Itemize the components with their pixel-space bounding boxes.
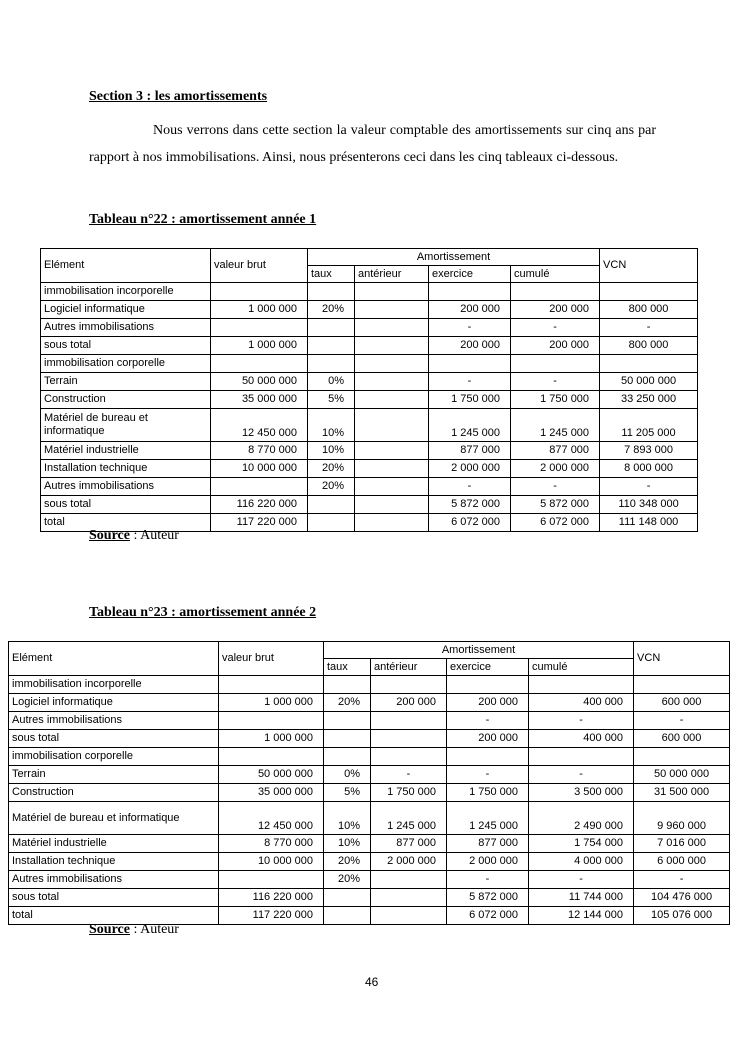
cell-anterieur	[355, 373, 429, 391]
cell-cumule: 2 000 000	[511, 460, 600, 478]
header-valeur-brut: valeur brut	[211, 249, 308, 283]
cell-vcn: -	[600, 319, 698, 337]
cell-vcn: -	[600, 478, 698, 496]
cell-element: Construction	[41, 391, 211, 409]
cell-element: sous total	[9, 889, 219, 907]
cell-element: immobilisation incorporelle	[9, 676, 219, 694]
cell-valeur-brut: 35 000 000	[219, 784, 324, 802]
cell-valeur-brut	[211, 283, 308, 301]
cell-anterieur	[355, 301, 429, 319]
cell-element: sous total	[41, 337, 211, 355]
cell-valeur-brut	[211, 478, 308, 496]
cell-cumule: 12 144 000	[529, 907, 634, 925]
cell-anterieur: 1 245 000	[371, 802, 447, 835]
cell-cumule: 5 872 000	[511, 496, 600, 514]
cell-exercice: 1 750 000	[429, 391, 511, 409]
cell-valeur-brut	[219, 712, 324, 730]
cell-taux: 0%	[324, 766, 371, 784]
table-row	[41, 319, 698, 337]
cell-cumule: 877 000	[511, 442, 600, 460]
cell-cumule: 200 000	[511, 301, 600, 319]
header-element: Elément	[41, 249, 211, 283]
cell-cumule: 400 000	[529, 730, 634, 748]
cell-exercice: -	[429, 373, 511, 391]
cell-cumule: -	[529, 766, 634, 784]
cell-taux	[308, 355, 355, 373]
cell-element: Logiciel informatique	[9, 694, 219, 712]
cell-taux	[324, 730, 371, 748]
cell-exercice: 5 872 000	[429, 496, 511, 514]
cell-taux	[324, 889, 371, 907]
header-anterieur: antérieur	[371, 659, 447, 676]
cell-exercice	[447, 676, 529, 694]
header-amortissement: Amortissement	[308, 249, 600, 266]
header-taux: taux	[308, 266, 355, 283]
table-23-title: Tableau n°23 : amortissement année 2	[89, 605, 317, 620]
cell-taux	[324, 748, 371, 766]
table-row	[41, 478, 698, 496]
cell-valeur-brut: 10 000 000	[219, 853, 324, 871]
page-number: 46	[365, 975, 379, 989]
header-taux: taux	[324, 659, 371, 676]
cell-anterieur	[355, 442, 429, 460]
table-row	[41, 373, 698, 391]
cell-vcn: 50 000 000	[600, 373, 698, 391]
cell-exercice: 5 872 000	[447, 889, 529, 907]
cell-vcn: 9 960 000	[634, 802, 730, 835]
cell-vcn	[634, 676, 730, 694]
cell-exercice	[429, 355, 511, 373]
table-row	[9, 853, 730, 871]
cell-cumule	[529, 748, 634, 766]
cell-anterieur	[355, 496, 429, 514]
cell-cumule: 6 072 000	[511, 514, 600, 532]
cell-element: sous total	[41, 496, 211, 514]
cell-element: Construction	[9, 784, 219, 802]
table-row	[9, 766, 730, 784]
cell-vcn: 600 000	[634, 730, 730, 748]
cell-taux: 20%	[324, 871, 371, 889]
cell-anterieur	[355, 514, 429, 532]
cell-cumule: -	[511, 478, 600, 496]
cell-valeur-brut: 116 220 000	[219, 889, 324, 907]
cell-valeur-brut: 1 000 000	[211, 301, 308, 319]
cell-anterieur	[355, 319, 429, 337]
section-title: Section 3 : les amortissements	[89, 89, 268, 104]
cell-exercice: -	[447, 712, 529, 730]
cell-valeur-brut	[219, 871, 324, 889]
cell-cumule: 3 500 000	[529, 784, 634, 802]
cell-taux	[324, 712, 371, 730]
cell-element: Installation technique	[9, 853, 219, 871]
cell-anterieur	[355, 460, 429, 478]
cell-element: Matériel industrielle	[41, 442, 211, 460]
header-valeur-brut: valeur brut	[219, 642, 324, 676]
cell-taux	[308, 337, 355, 355]
table-row	[9, 889, 730, 907]
source-text: : Auteur	[129, 528, 179, 543]
cell-exercice	[447, 748, 529, 766]
cell-vcn: 31 500 000	[634, 784, 730, 802]
cell-valeur-brut: 50 000 000	[219, 766, 324, 784]
cell-exercice: -	[429, 319, 511, 337]
table-22-title: Tableau n°22 : amortissement année 1	[89, 212, 317, 227]
intro-paragraph: Nous verrons dans cette section la valeur comptable des amortissements sur cinq ans par rapport à nos immobilisations. Ainsi, nous présenterons ceci dans les cinq tableaux ci-dessous.	[89, 123, 656, 165]
cell-taux: 10%	[308, 442, 355, 460]
cell-anterieur	[371, 907, 447, 925]
cell-cumule	[529, 676, 634, 694]
cell-anterieur: -	[371, 766, 447, 784]
cell-element: Matériel industrielle	[9, 835, 219, 853]
cell-exercice: 877 000	[429, 442, 511, 460]
cell-vcn: 800 000	[600, 337, 698, 355]
cell-vcn: 8 000 000	[600, 460, 698, 478]
cell-element: Logiciel informatique	[41, 301, 211, 319]
cell-anterieur: 1 750 000	[371, 784, 447, 802]
cell-anterieur	[355, 391, 429, 409]
cell-vcn: -	[634, 871, 730, 889]
header-cumule: cumulé	[529, 659, 634, 676]
cell-exercice: 200 000	[447, 694, 529, 712]
cell-cumule	[511, 283, 600, 301]
table-row	[41, 301, 698, 319]
cell-vcn	[600, 283, 698, 301]
cell-cumule: -	[511, 373, 600, 391]
cell-anterieur	[355, 478, 429, 496]
source-label: Source	[89, 922, 130, 937]
cell-exercice: 200 000	[447, 730, 529, 748]
cell-valeur-brut: 50 000 000	[211, 373, 308, 391]
cell-taux: 20%	[308, 460, 355, 478]
cell-element: Terrain	[41, 373, 211, 391]
header-element: Elément	[9, 642, 219, 676]
cell-cumule: -	[529, 871, 634, 889]
cell-anterieur: 877 000	[371, 835, 447, 853]
table-row	[41, 283, 698, 301]
table-row	[9, 748, 730, 766]
table-row	[9, 802, 730, 835]
cell-cumule	[511, 355, 600, 373]
cell-element: total	[9, 907, 219, 925]
cell-anterieur	[355, 355, 429, 373]
cell-exercice: 6 072 000	[429, 514, 511, 532]
cell-valeur-brut	[211, 355, 308, 373]
cell-exercice: -	[447, 871, 529, 889]
cell-cumule: 400 000	[529, 694, 634, 712]
cell-taux	[308, 514, 355, 532]
cell-taux: 10%	[324, 802, 371, 835]
cell-element: Autres immobilisations	[9, 712, 219, 730]
cell-valeur-brut: 116 220 000	[211, 496, 308, 514]
source-label: Source	[89, 528, 130, 543]
cell-element: immobilisation corporelle	[41, 355, 211, 373]
cell-exercice: 200 000	[429, 301, 511, 319]
cell-anterieur: 200 000	[371, 694, 447, 712]
cell-element: total	[41, 514, 211, 532]
cell-taux: 20%	[308, 478, 355, 496]
cell-element: sous total	[9, 730, 219, 748]
table-22-source	[89, 528, 179, 544]
cell-exercice: 1 750 000	[447, 784, 529, 802]
cell-vcn: 105 076 000	[634, 907, 730, 925]
cell-cumule: 2 490 000	[529, 802, 634, 835]
header-exercice: exercice	[429, 266, 511, 283]
cell-valeur-brut	[211, 319, 308, 337]
cell-valeur-brut: 117 220 000	[211, 514, 308, 532]
cell-vcn: 6 000 000	[634, 853, 730, 871]
table-23-source	[89, 922, 179, 938]
cell-element: Matériel de bureau et informatique	[41, 409, 211, 442]
cell-taux: 10%	[324, 835, 371, 853]
cell-vcn: -	[634, 712, 730, 730]
cell-valeur-brut: 8 770 000	[211, 442, 308, 460]
header-vcn: VCN	[600, 249, 698, 283]
cell-anterieur	[371, 712, 447, 730]
table-row	[41, 460, 698, 478]
cell-cumule: 1 245 000	[511, 409, 600, 442]
cell-vcn: 7 016 000	[634, 835, 730, 853]
cell-exercice: 1 245 000	[447, 802, 529, 835]
cell-anterieur	[371, 871, 447, 889]
cell-element: Terrain	[9, 766, 219, 784]
cell-taux: 5%	[324, 784, 371, 802]
header-exercice: exercice	[447, 659, 529, 676]
cell-element: Matériel de bureau et informatique	[9, 802, 219, 835]
table-row	[41, 355, 698, 373]
table-row	[41, 409, 698, 442]
cell-valeur-brut	[219, 748, 324, 766]
table-row	[9, 730, 730, 748]
header-amortissement: Amortissement	[324, 642, 634, 659]
cell-cumule: 1 750 000	[511, 391, 600, 409]
cell-vcn: 11 205 000	[600, 409, 698, 442]
cell-exercice: 877 000	[447, 835, 529, 853]
cell-valeur-brut	[219, 676, 324, 694]
header-cumule: cumulé	[511, 266, 600, 283]
table-row	[9, 784, 730, 802]
table-23	[8, 641, 730, 925]
cell-vcn: 600 000	[634, 694, 730, 712]
cell-element: Autres immobilisations	[9, 871, 219, 889]
cell-vcn	[634, 748, 730, 766]
cell-exercice: 200 000	[429, 337, 511, 355]
cell-exercice: 6 072 000	[447, 907, 529, 925]
cell-taux	[324, 907, 371, 925]
cell-exercice: 2 000 000	[447, 853, 529, 871]
cell-cumule: 11 744 000	[529, 889, 634, 907]
cell-element: immobilisation corporelle	[9, 748, 219, 766]
table-row	[9, 676, 730, 694]
cell-cumule: 200 000	[511, 337, 600, 355]
cell-taux: 0%	[308, 373, 355, 391]
header-anterieur: antérieur	[355, 266, 429, 283]
cell-valeur-brut: 1 000 000	[219, 730, 324, 748]
cell-vcn: 50 000 000	[634, 766, 730, 784]
table-row	[41, 496, 698, 514]
cell-taux	[308, 283, 355, 301]
cell-taux	[308, 319, 355, 337]
cell-exercice: 1 245 000	[429, 409, 511, 442]
cell-vcn: 7 893 000	[600, 442, 698, 460]
table-row	[41, 442, 698, 460]
cell-valeur-brut: 35 000 000	[211, 391, 308, 409]
cell-taux: 20%	[324, 694, 371, 712]
cell-taux: 5%	[308, 391, 355, 409]
cell-valeur-brut: 12 450 000	[211, 409, 308, 442]
cell-cumule: 4 000 000	[529, 853, 634, 871]
cell-anterieur	[371, 676, 447, 694]
source-text: : Auteur	[129, 922, 179, 937]
cell-exercice: -	[429, 478, 511, 496]
cell-exercice: 2 000 000	[429, 460, 511, 478]
cell-anterieur: 2 000 000	[371, 853, 447, 871]
cell-vcn: 111 148 000	[600, 514, 698, 532]
table-row	[41, 391, 698, 409]
cell-taux: 20%	[308, 301, 355, 319]
cell-vcn: 800 000	[600, 301, 698, 319]
table-row	[9, 835, 730, 853]
cell-element: Autres immobilisations	[41, 319, 211, 337]
cell-valeur-brut: 1 000 000	[211, 337, 308, 355]
cell-taux: 10%	[308, 409, 355, 442]
cell-valeur-brut: 10 000 000	[211, 460, 308, 478]
cell-taux	[324, 676, 371, 694]
table-row	[9, 694, 730, 712]
header-vcn: VCN	[634, 642, 730, 676]
cell-taux	[308, 496, 355, 514]
cell-anterieur	[355, 283, 429, 301]
cell-element: Autres immobilisations	[41, 478, 211, 496]
cell-valeur-brut: 117 220 000	[219, 907, 324, 925]
cell-anterieur	[355, 409, 429, 442]
cell-anterieur	[355, 337, 429, 355]
cell-vcn: 33 250 000	[600, 391, 698, 409]
cell-vcn: 104 476 000	[634, 889, 730, 907]
cell-vcn: 110 348 000	[600, 496, 698, 514]
cell-element: immobilisation incorporelle	[41, 283, 211, 301]
table-22	[40, 248, 698, 532]
cell-cumule: 1 754 000	[529, 835, 634, 853]
table-row	[41, 337, 698, 355]
cell-anterieur	[371, 748, 447, 766]
cell-valeur-brut: 8 770 000	[219, 835, 324, 853]
cell-exercice	[429, 283, 511, 301]
cell-taux: 20%	[324, 853, 371, 871]
table-row	[9, 712, 730, 730]
cell-cumule: -	[511, 319, 600, 337]
cell-anterieur	[371, 730, 447, 748]
cell-valeur-brut: 12 450 000	[219, 802, 324, 835]
cell-anterieur	[371, 889, 447, 907]
cell-cumule: -	[529, 712, 634, 730]
cell-vcn	[600, 355, 698, 373]
cell-valeur-brut: 1 000 000	[219, 694, 324, 712]
cell-element: Installation technique	[41, 460, 211, 478]
table-row	[9, 871, 730, 889]
cell-exercice: -	[447, 766, 529, 784]
